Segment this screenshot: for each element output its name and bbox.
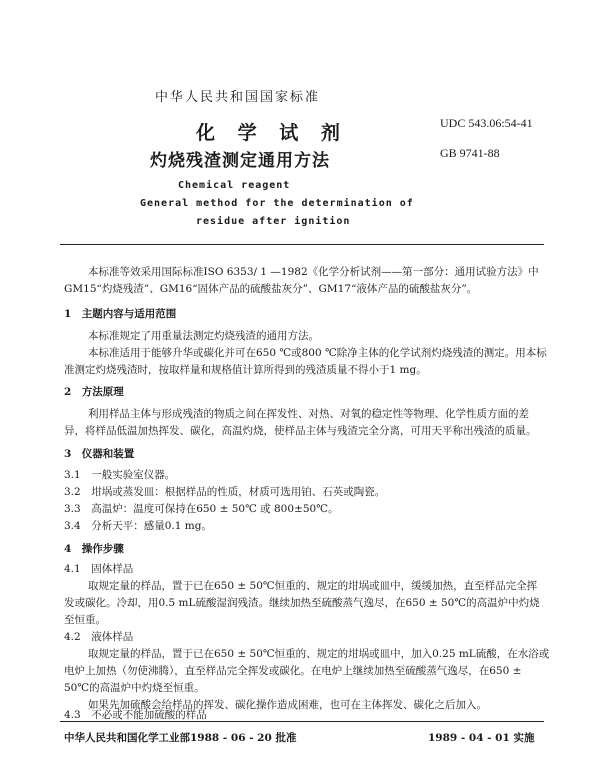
title-cn-line1: 化 学 试 剂	[196, 122, 348, 144]
section-heading: 1 主题内容与适用范围	[64, 308, 177, 320]
udc-code: UDC 543.06:54-41	[440, 116, 533, 130]
title-en-line1: Chemical reagent	[178, 180, 291, 191]
list-item: 3.3 高温炉：温度可保持在650 ± 50℃ 或 800±50℃。	[64, 503, 339, 515]
subsection-heading: 4.2 液体样品	[64, 631, 134, 643]
title-cn-line2: 灼烧残渣测定通用方法	[150, 151, 330, 171]
issuing-body: 中华人民共和国国家标准	[155, 90, 321, 105]
paragraph-line: 准测定灼烧残渣时，按取样量和规格值计算所得到的残渣质量不得小于1 mg。	[64, 364, 427, 376]
section-heading: 3 仪器和装置	[64, 448, 135, 460]
list-item: 3.4 分析天平：感量0.1 mg。	[64, 520, 212, 532]
list-item: 3.1 一般实验室仪器。	[64, 469, 176, 481]
paragraph-line: 取规定量的样品，置于已在650 ± 50℃恒重的、规定的坩埚或皿中，加入0.25 mL硫酸，在水浴或	[88, 648, 550, 660]
section-heading: 4 操作步骤	[64, 543, 124, 555]
subsection-heading: 4.1 固体样品	[64, 563, 134, 575]
paragraph-line: 本标准规定了用重量法测定灼烧残渣的通用方法。	[88, 330, 319, 342]
gb-number: GB 9741-88	[440, 146, 500, 160]
intro-line: 本标准等效采用国际标准ISO 6353/ 1 —1982《化学分析试剂——第一部分：通用试验方法》中	[88, 266, 539, 278]
section-heading: 2 方法原理	[64, 386, 124, 398]
paragraph-line: 发或碳化。冷却，用0.5 mL硫酸湿润残渣。继续加热至硫酸蒸气逸尽，在650 ± 50℃的高温炉中灼烧	[64, 597, 540, 609]
paragraph-line: 50℃的高温炉中灼烧至恒重。	[64, 682, 205, 694]
paragraph-line: 电炉上加热（勿使沸腾），直至样品完全挥发或碳化。在电炉上继续加热至硫酸蒸气逸尽，在650 ±	[64, 665, 522, 677]
title-en-line2: General method for the determination of	[140, 198, 414, 209]
paragraph-line: 利用样品主体与形成残渣的物质之间在挥发性、对热、对氧的稳定性等物理、化学性质方面的差	[88, 408, 529, 420]
list-item: 3.2 坩埚或蒸发皿：根据样品的性质，材质可选用铂、石英或陶瓷。	[64, 486, 386, 498]
title-en-line3: residue after ignition	[196, 216, 351, 227]
subsection-heading: 4.3 不必或不能加硫酸的样品	[64, 709, 207, 721]
footer-divider	[60, 721, 544, 722]
approval-text: 中华人民共和国化学工业部1988 - 06 - 20 批准	[64, 732, 297, 744]
paragraph-line: 至恒重。	[64, 614, 106, 626]
paragraph-line: 异，将样品低温加热挥发、碳化，高温灼烧，使样品主体与残渣完全分离，可用天平称出残渣的质量。	[64, 425, 537, 437]
intro-line: GM15“灼烧残渣”、GM16“固体产品的硫酸盐灰分”、GM17“液体产品的硫酸盐灰分”。	[64, 283, 478, 295]
paragraph-line: 取规定量的样品，置于已在650 ± 50℃恒重的、规定的坩埚或皿中，缓缓加热，直至样品完全挥	[88, 580, 538, 592]
effective-date: 1989 - 04 - 01 实施	[428, 732, 535, 744]
header-divider	[60, 244, 544, 245]
paragraph-line: 本标准适用于能够升华或碳化并可在650 ℃或800 ℃除净主体的化学试剂灼烧残渣的测定。用本标	[88, 347, 547, 359]
paragraph-line: 如果先加硫酸会给样品的挥发、碳化操作造成困难，也可在主体挥发、碳化之后加入。	[88, 699, 487, 711]
